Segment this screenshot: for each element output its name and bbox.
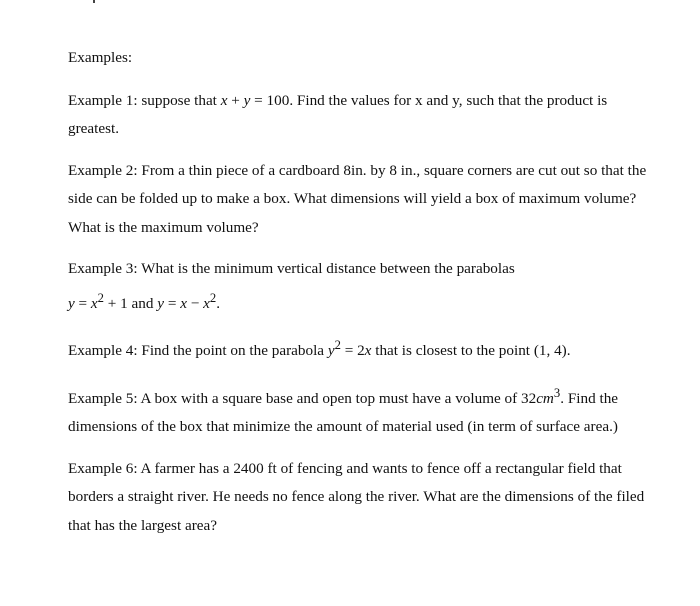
example-1: Example 1: suppose that x + y = 100. Find the values for x and y, such that the product is greatest. (68, 91, 608, 137)
examples-heading: Examples: (68, 49, 133, 66)
examples-document (68, 44, 658, 553)
example-2: Example 2: From a thin piece of a cardboard 8in. by 8 in., square corners are cut out so that the side can be folded up to make a box. What dimensions will yield a box of maximum volume? What is the maximum volume? (68, 161, 647, 236)
example-4-label: Example 4: (68, 342, 138, 360)
example-3-label: Example 3: (68, 260, 138, 277)
example-6: Example 6: A farmer has a 2400 ft of fencing and wants to fence off a rectangular field that borders a straight river. He needs no fence along the river. What are the dimensions of the filed that has the largest area? (68, 459, 645, 534)
example-2-label: Example 2: (68, 161, 138, 179)
math-y: y (243, 91, 251, 109)
example-6-label: Example 6: (68, 459, 138, 477)
example-1-label: Example 1: (68, 91, 138, 109)
example-5-label: Example 5: (68, 389, 138, 407)
example-3-equation: $y = x^2 + 1$ and $y = x - x^2$. (68, 290, 220, 312)
example-3-question: Example 3: What is the minimum vertical distance between the parabolas (68, 260, 515, 277)
stray-mark (93, 0, 95, 3)
math-x: x (220, 91, 228, 109)
example-4: Example 4: Find the point on the parabola $y^2 = 2x$ that is closest to the point (1, 4). (68, 338, 571, 360)
example-5: Example 5: A box with a square base and open top must have a volume of $32cm^3$. Find the dimensions of the box that minimize the amount of material used (in term of surface area.) (68, 385, 619, 436)
example-3 (68, 255, 658, 318)
